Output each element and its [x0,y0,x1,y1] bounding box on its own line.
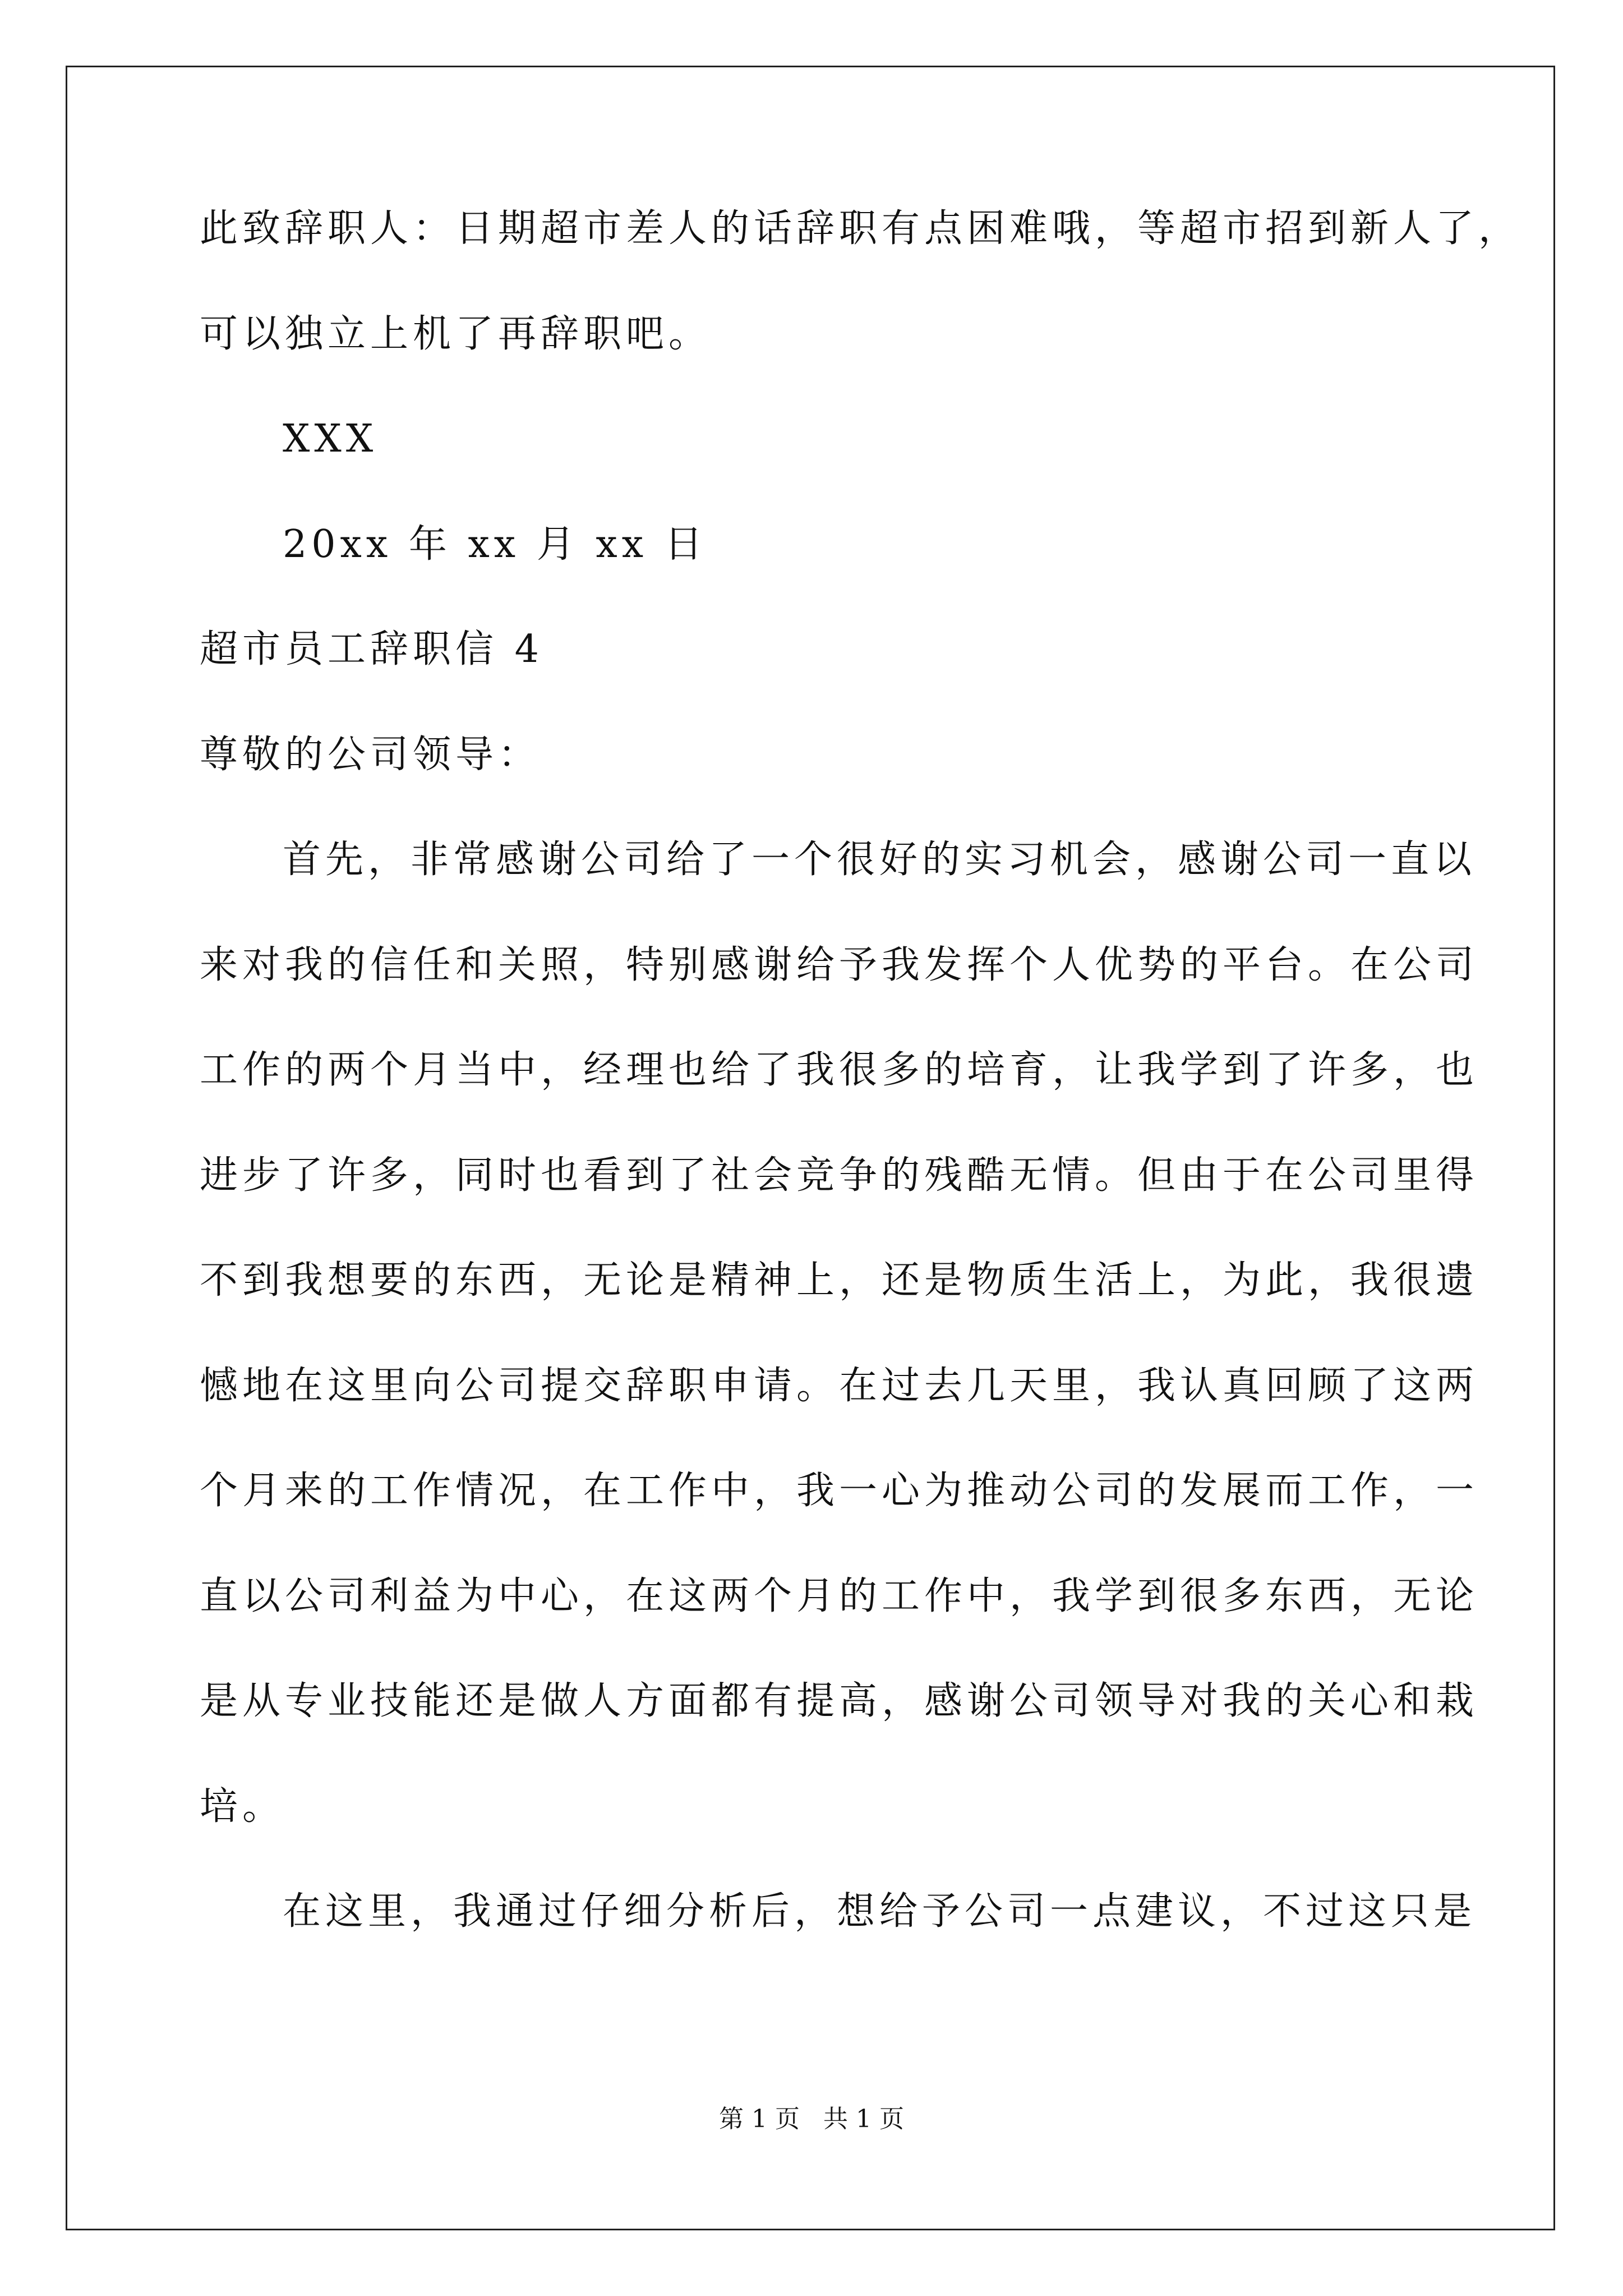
page-total: 共 1 页 [823,2105,904,2133]
signature-date: 20xx 年 xx 月 xx 日 [283,522,707,567]
text-line: 是从专业技能还是做人方面都有提高，感谢公司领导对我的关心和栽 [200,1679,1479,1723]
text-line: 进步了许多，同时也看到了社会竞争的残酷无情。但由于在公司里得 [200,1153,1479,1198]
text-line: 工作的两个月当中，经理也给了我很多的培育，让我学到了许多，也 [200,1048,1479,1092]
text-line: 不到我想要的东西，无论是精神上，还是物质生活上，为此，我很遗 [200,1258,1479,1303]
text-line: 此致辞职人：日期超市差人的话辞职有点困难哦，等超市招到新人了， [200,206,1521,251]
page-number: 第 1 页 [719,2105,800,2133]
text-line: 培。 [200,1784,285,1829]
text-line: 憾地在这里向公司提交辞职申请。在过去几天里，我认真回顾了这两 [200,1364,1479,1408]
text-line: 来对我的信任和关照，特别感谢给予我发挥个人优势的平台。在公司 [200,943,1479,987]
page-footer [0,2104,1623,2135]
text-line: 可以独立上机了再辞职吧。 [200,312,712,356]
signature-name: XXX [283,417,378,461]
salutation: 尊敬的公司领导： [200,733,541,777]
text-line: 在这里，我通过仔细分析后，想给予公司一点建议，不过这只是 [283,1889,1477,1934]
letter-title: 超市员工辞职信 4 [200,627,543,671]
text-line: 个月来的工作情况，在工作中，我一心为推动公司的发展而工作，一 [200,1469,1479,1513]
text-line: 直以公司利益为中心，在这两个月的工作中，我学到很多东西，无论 [200,1574,1479,1618]
text-line: 首先，非常感谢公司给了一个很好的实习机会，感谢公司一直以 [283,838,1477,882]
